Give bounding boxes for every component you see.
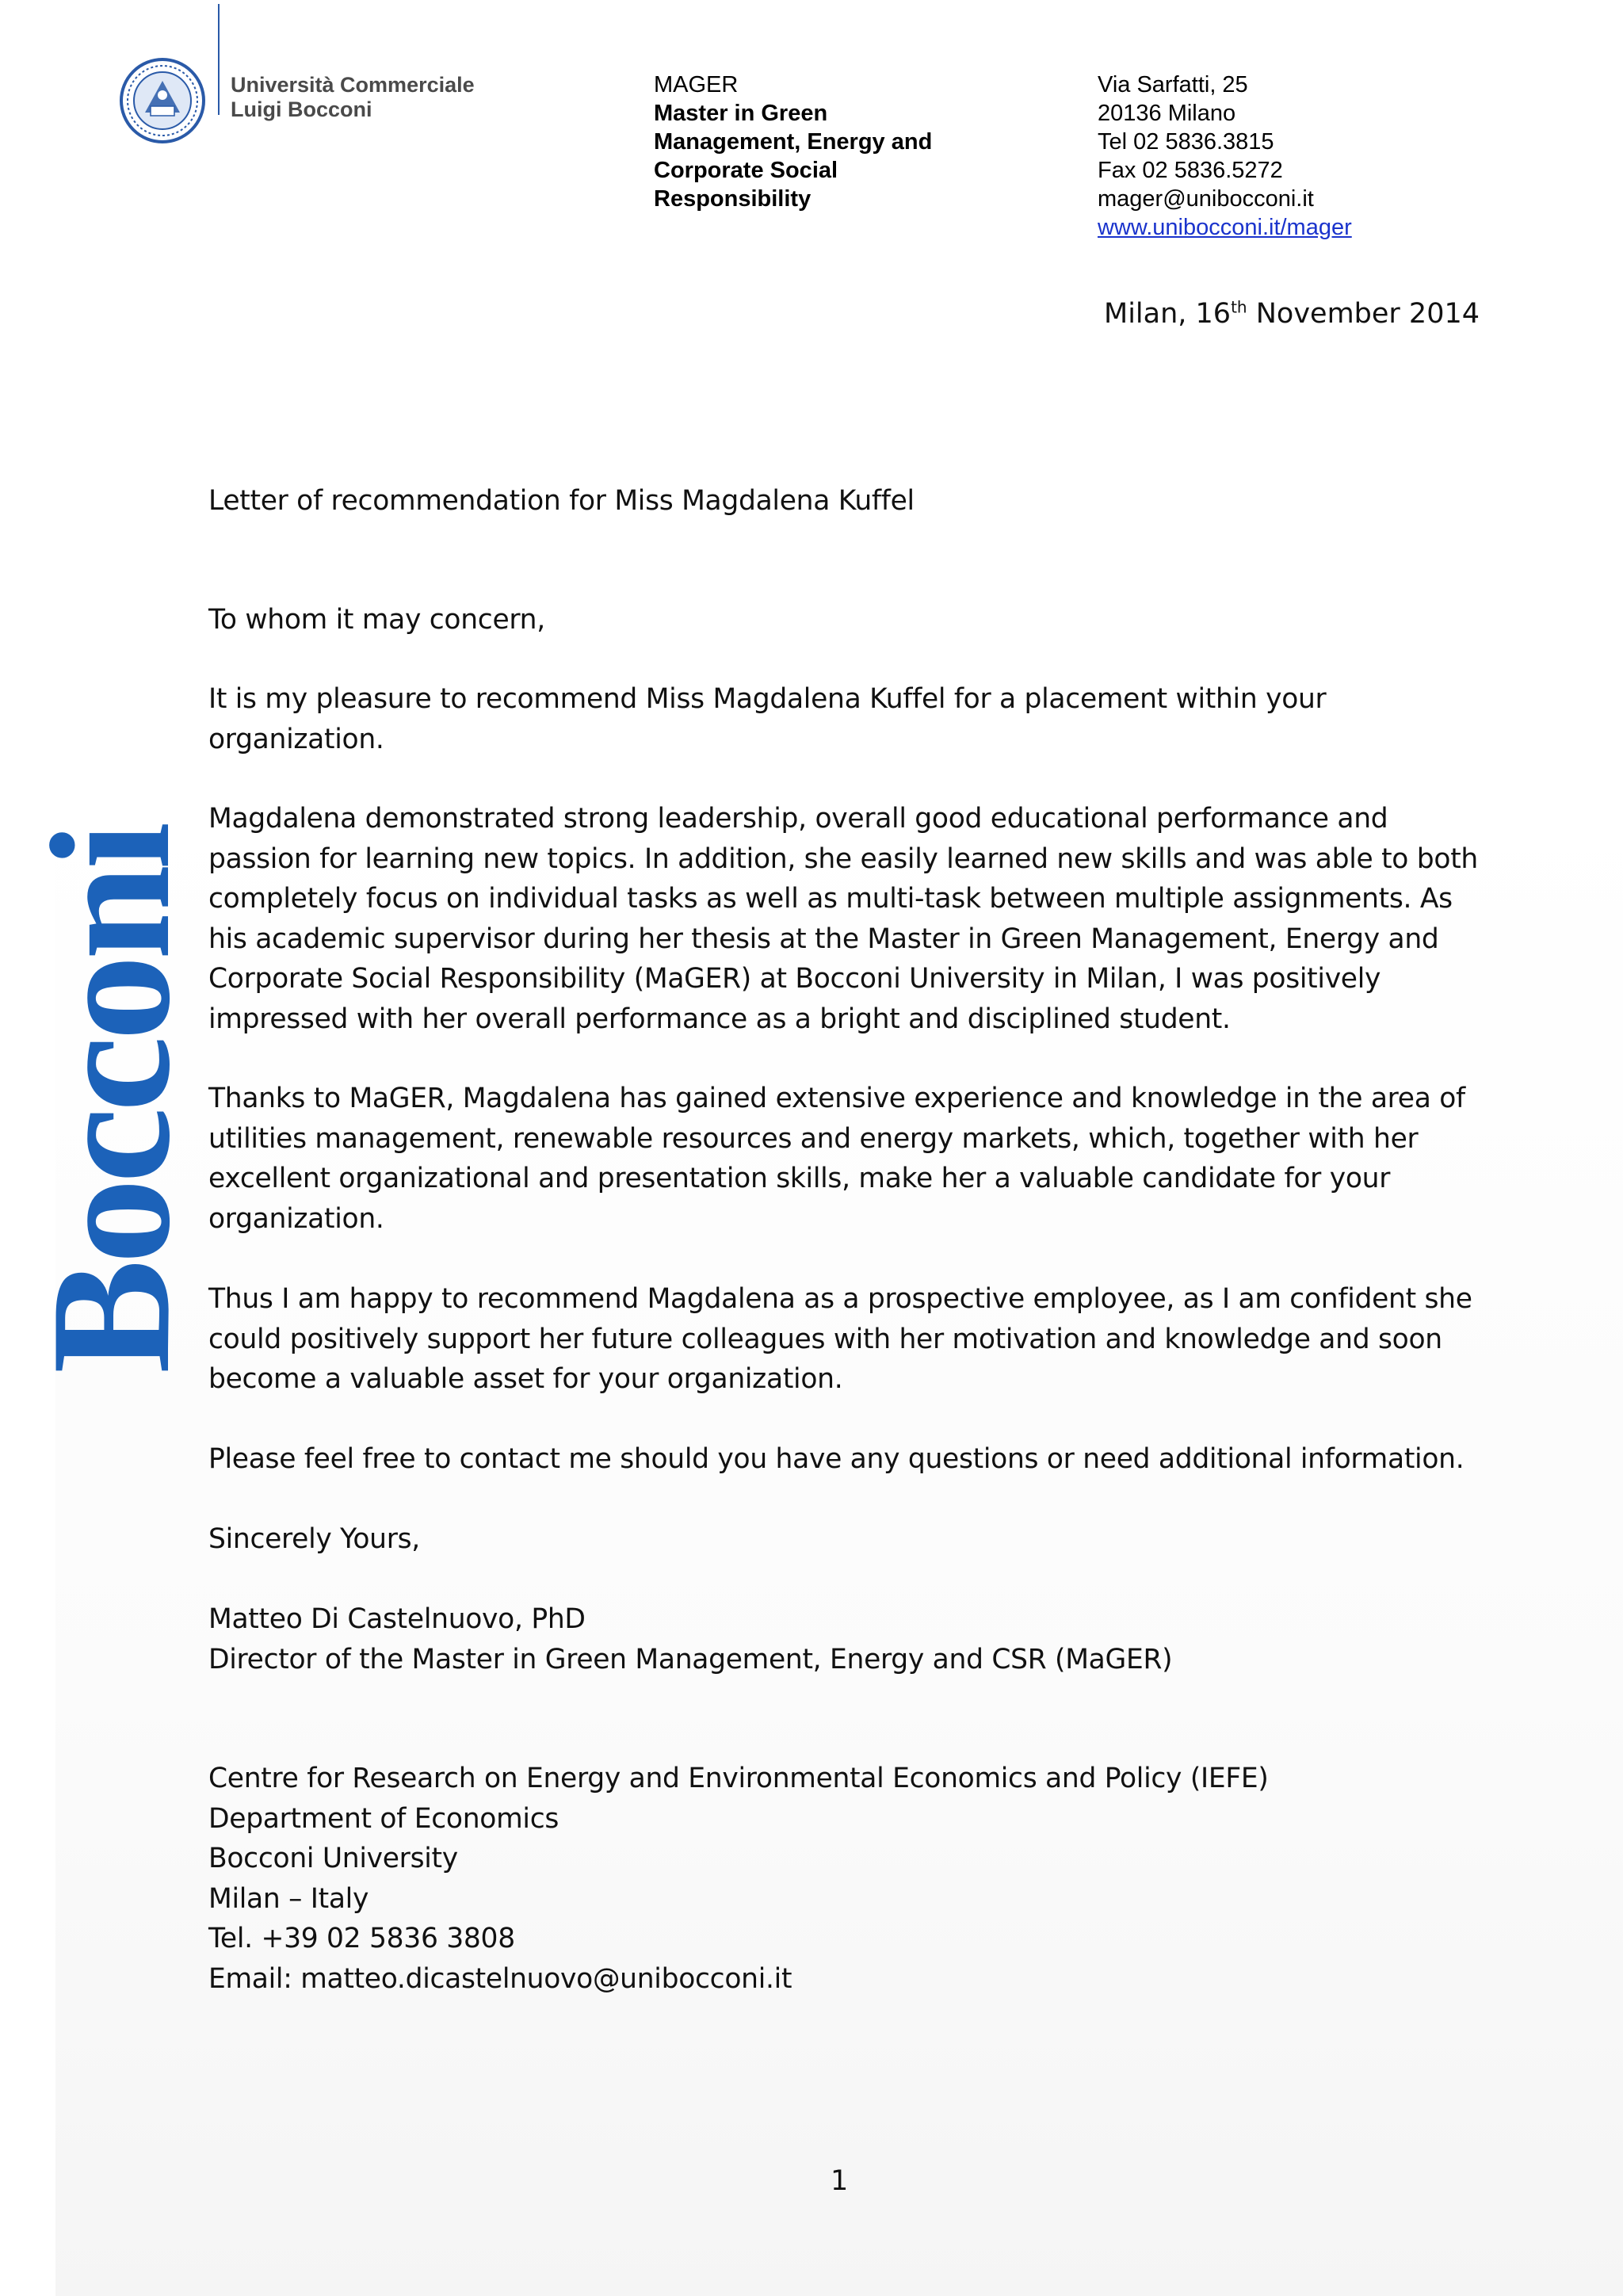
letter-paragraph-5: Please feel free to contact me should you have any questions or need additional information. [208, 1443, 1465, 1475]
contact-email: mager@unibocconi.it [1098, 186, 1314, 212]
letter-paragraph-3: Thanks to MaGER, Magdalena has gained extensive experience and knowledge in the area of utilities management, renewable resources and energy markets, which, together with her excellent organizational and presentation skills, make her a valuable candidate for your organization. [208, 1083, 1465, 1235]
affiliation-university: Bocconi University [208, 1843, 458, 1874]
program-name-line-4: Responsibility [654, 186, 812, 212]
address-line: Via Sarfatti, 25 [1098, 72, 1248, 97]
letter-paragraph-4: Thus I am happy to recommend Magdalena as a prospective employee, as I am confident she could positively support her future colleagues with her motivation and knowledge and soon become a valuable asset for your organization. [208, 1283, 1472, 1395]
signature-block [208, 1599, 1492, 1679]
affiliation-department: Department of Economics [208, 1802, 559, 1835]
letter-paragraph-2: Magdalena demonstrated strong leadership, overall good educational performance and passion for learning new topics. In addition, she easily learned new skills and was able to both completely focus on individual tasks as well as multi-task between multiple assignments. As his academic supervisor during her thesis at the Master in Green Management, Energy and Corporate Social Responsibility (MaGER) at Bocconi University in Milan, I was positively impressed with her overall performance as a bright and disciplined student. [208, 803, 1478, 1035]
program-name-line-1: Master in Green [654, 101, 828, 126]
program-block [654, 71, 1066, 213]
telephone: Tel 02 5836.3815 [1098, 129, 1274, 155]
affiliation-phone: Tel. +39 02 5836 3808 [208, 1923, 515, 1954]
university-name-line-1: Università Commerciale [231, 73, 475, 97]
affiliation-block [208, 1759, 1492, 1999]
affiliation-centre: Centre for Research on Energy and Environmental Economics and Policy (IEFE) [208, 1763, 1269, 1794]
letter-date [1104, 298, 1480, 330]
letter-subject: Letter of recommendation for Miss Magdalena Kuffel [208, 485, 915, 517]
program-code: MAGER [654, 72, 739, 97]
program-name-line-2: Management, Energy and [654, 129, 933, 155]
date-ordinal: th [1231, 297, 1247, 317]
city-line: 20136 Milano [1098, 101, 1236, 126]
website-link[interactable]: www.unibocconi.it/mager [1098, 215, 1352, 240]
university-seal-logo [119, 57, 206, 144]
program-name-line-3: Corporate Social [654, 158, 838, 183]
letter-closing: Sincerely Yours, [208, 1523, 420, 1555]
logo-divider [218, 4, 220, 115]
bocconi-vertical-brand: Bocconi [16, 827, 205, 1373]
fax: Fax 02 5836.5272 [1098, 158, 1283, 183]
page-number: 1 [831, 2165, 849, 2197]
university-name [231, 73, 475, 122]
date-day: Milan, 16 [1104, 298, 1232, 330]
letter-salutation: To whom it may concern, [208, 604, 545, 636]
contact-block [1098, 71, 1352, 242]
university-name-line-2: Luigi Bocconi [231, 97, 372, 121]
signer-name: Matteo Di Castelnuovo, PhD [208, 1603, 586, 1635]
affiliation-city: Milan – Italy [208, 1882, 369, 1915]
letter-paragraph-1: It is my pleasure to recommend Miss Magdalena Kuffel for a placement within your organization. [208, 683, 1327, 755]
signer-title: Director of the Master in Green Management, Energy and CSR (MaGER) [208, 1643, 1173, 1675]
date-month-year: November 2014 [1247, 298, 1480, 330]
affiliation-email: Email: matteo.dicastelnuovo@unibocconi.it [208, 1962, 792, 1995]
